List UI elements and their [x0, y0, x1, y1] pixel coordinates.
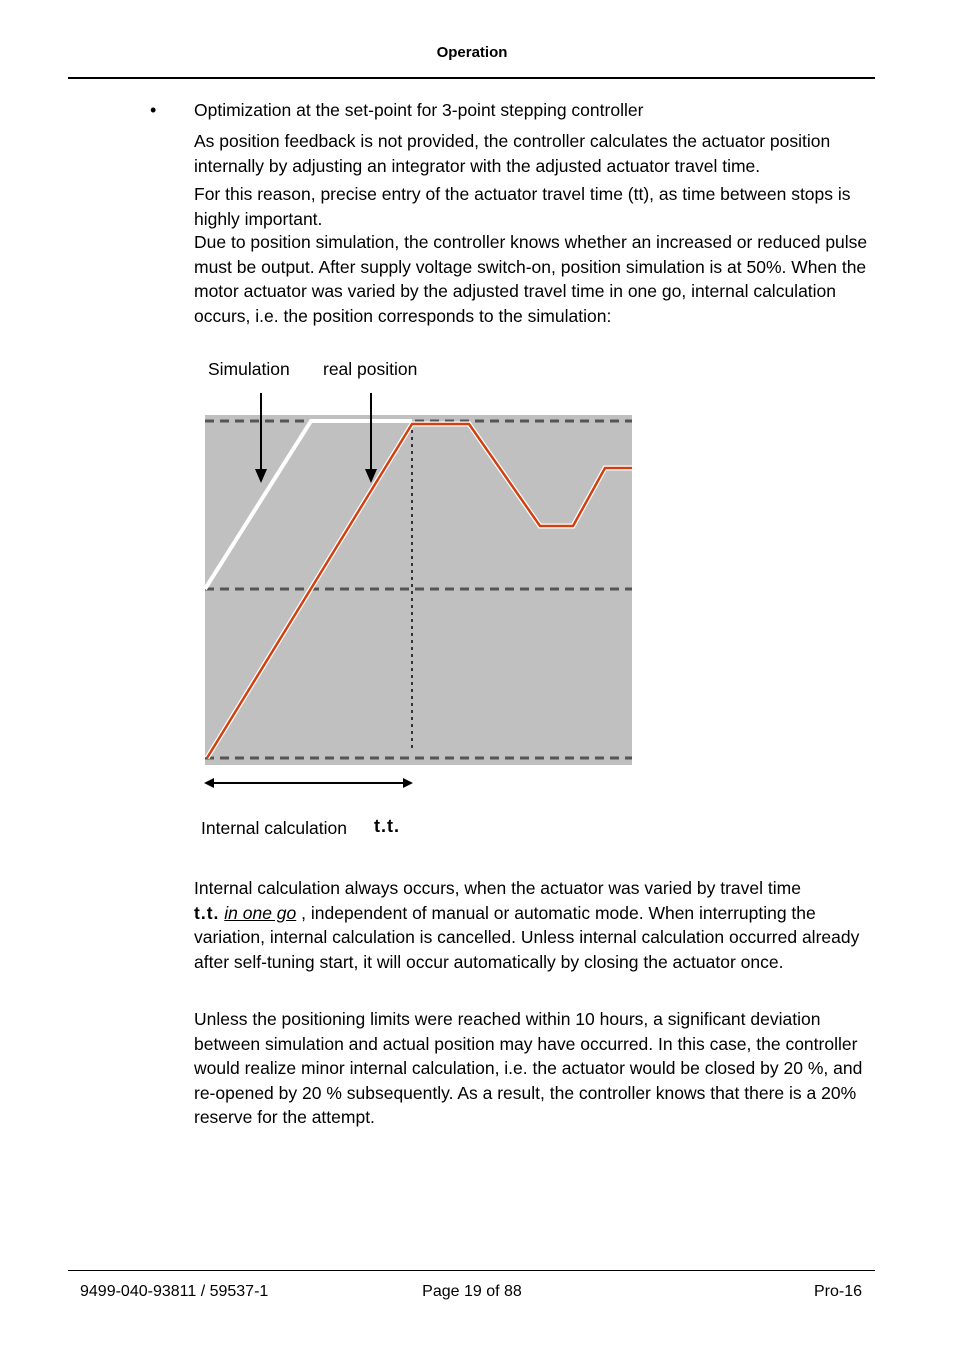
- paragraph4-line1: Internal calculation always occurs, when the actuator was varied by travel time: [194, 878, 801, 898]
- paragraph4-rest: , independent of manual or automatic mode. When interrupting the variation, internal calculation is cancelled. Unless internal calculation occurred already after self-tuning start, it will occur automatically by closing the actuator once.: [194, 902, 860, 972]
- paragraph-position-feedback: As position feedback is not provided, the controller calculates the actuator position internally by adjusting an integrator with the adjusted actuator travel time.: [194, 131, 831, 176]
- header-divider: [68, 77, 875, 79]
- span-arrowhead-right: [403, 778, 413, 788]
- inline-travel-time: t.t.: [194, 902, 220, 923]
- label-real-position: real position: [323, 359, 418, 379]
- section-heading: Optimization at the set-point for 3-point stepping controller: [194, 100, 644, 120]
- label-internal-calculation: Internal calculation: [201, 818, 347, 838]
- label-simulation: Simulation: [208, 359, 290, 379]
- page-header-title: Operation: [436, 44, 508, 61]
- paragraph-positioning-limits: Unless the positioning limits were reached within 10 hours, a significant deviation between simulation and actual position may have occurred. In this case, the controller would realize minor internal calculation, i.e. the actuator would be closed by 20 %, and re-opened by 20 % subsequently. As a result, the controller knows that there is a 20% reserve for the attempt.: [194, 1009, 863, 1127]
- footer-divider: [68, 1270, 875, 1271]
- paragraph-internal-calculation: [194, 876, 874, 974]
- label-travel-time: t.t.: [374, 816, 400, 836]
- paragraph-travel-time: For this reason, precise entry of the actuator travel time (tt), as time between stops is highly important.: [194, 184, 851, 229]
- simulation-diagram: [195, 385, 645, 795]
- paragraph-position-simulation: Due to position simulation, the controller knows whether an increased or reduced pulse must be output. After supply voltage switch-on, position simulation is at 50%. When the motor actuator was varied by the adjusted travel time in one go, internal calculation occurs, i.e. the position corresponds to the simulation:: [194, 232, 868, 326]
- footer-document-number: 9499-040-93811 / 59537-1: [80, 1283, 269, 1300]
- in-one-go-link: in one go: [224, 902, 297, 923]
- footer-page-number: Page 19 of 88: [422, 1283, 522, 1300]
- bullet-marker: •: [150, 100, 157, 120]
- footer-product-name: Pro-16: [813, 1283, 862, 1300]
- span-arrowhead-left: [204, 778, 214, 788]
